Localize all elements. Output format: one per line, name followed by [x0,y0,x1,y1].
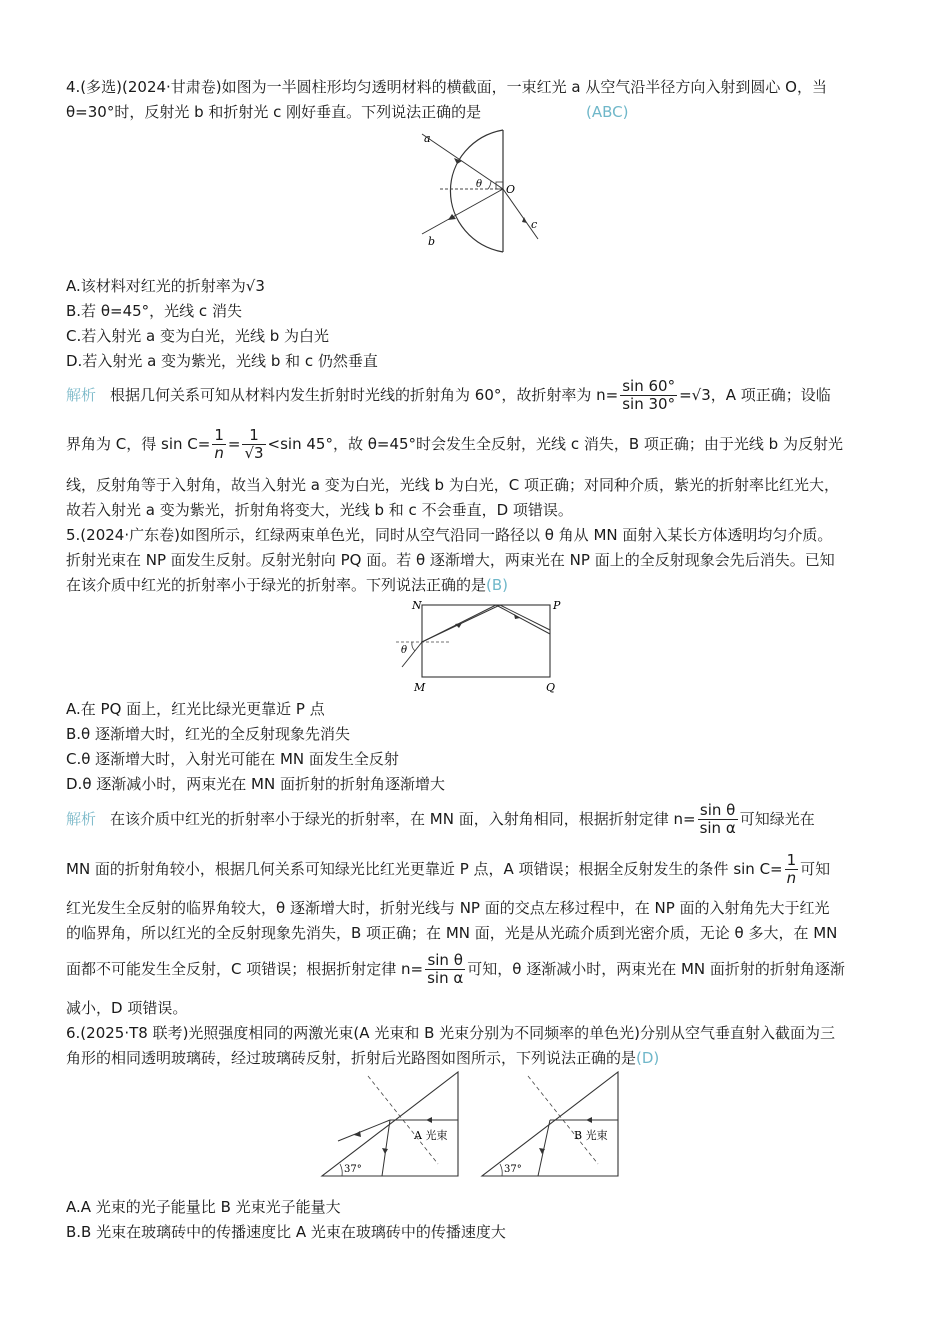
q5-analysis-line3: 红光发生全反射的临界角较大，θ 逐渐增大时，折射光线与 NP 面的交点左移过程中，在 NP 面的入射角先大于红光 [66,899,830,917]
q5-answer: (B) [486,576,509,594]
q6-stem-line1: 6.(2025·T8 联考)光照强度相同的两激光束(A 光束和 B 光束分别为不同频率的单色光)分别从空气垂直射入截面为三 [66,1024,835,1042]
q5-label-m: M [414,681,426,694]
q4-stem-line1: 4.(多选)(2024·甘肃卷)如图为一半圆柱形均匀透明材料的横截面，一束红光 a 从空气沿半径方向入射到圆心 O，当 [66,78,827,96]
q5-stem-line1: 5.(2024·广东卷)如图所示，红绿两束单色光，同时从空气沿同一路径以 θ 角从 MN 面射入某长方体透明均匀介质。 [66,526,833,544]
q6-left-angle-label: 37° [344,1164,362,1175]
q5-option-b: B.θ 逐渐增大时，红光的全反射现象先消失 [66,725,351,743]
q6-left-beam-label: A 光束 [414,1129,448,1142]
q5-option-d: D.θ 逐渐减小时，两束光在 MN 面折射的折射角逐渐增大 [66,775,445,793]
q4-option-d: D.若入射光 a 变为紫光，光线 b 和 c 仍然垂直 [66,352,378,370]
q6-right-angle-label: 37° [504,1164,522,1175]
q5-stem-line3: 在该介质中红光的折射率小于绿光的折射率。下列说法正确的是(B) [66,576,509,594]
q4-analysis-line4: 故若入射光 a 变为紫光，折射角将变大，光线 b 和 c 不会垂直，D 项错误。 [66,501,573,519]
q5-stem-line2: 折射光束在 NP 面发生反射。反射光射向 PQ 面。若 θ 逐渐增大，两束光在 NP 面上的全反射现象会先后消失。已知 [66,551,835,569]
q6-figure-left [318,1068,468,1180]
q4-option-c: C.若入射光 a 变为白光，光线 b 为白光 [66,327,330,345]
q5-option-c: C.θ 逐渐增大时，入射光可能在 MN 面发生全反射 [66,750,399,768]
q5-analysis-line1: 解析 在该介质中红光的折射率小于绿光的折射率，在 MN 面，入射角相同，根据折射定律 n= $\frac{\text{sin θ}}{\text{sin α}}$ 可知绿光在 [66,801,815,837]
q6-option-b: B.B 光束在玻璃砖中的传播速度比 A 光束在玻璃砖中的传播速度大 [66,1223,506,1241]
q5-label-theta: θ [401,645,408,656]
q5-label-q: Q [546,681,556,694]
q5-option-a: A.在 PQ 面上，红光比绿光更靠近 P 点 [66,700,325,718]
q4-label-c: c [531,218,538,231]
q4-figure [410,124,550,256]
q5-analysis-tag: 解析 [66,810,97,828]
q6-figure-right [478,1068,628,1180]
q5-label-n: N [412,599,422,612]
q5-analysis-line6: 减小，D 项错误。 [66,999,188,1017]
q4-stem-line2: θ=30°时，反射光 b 和折射光 c 刚好垂直。下列说法正确的是 (ABC) [66,103,629,121]
q6-stem-line2: 角形的相同透明玻璃砖，经过玻璃砖反射，折射后光路图如图所示，下列说法正确的是(D) [66,1049,660,1067]
q5-analysis-line4: 的临界角，所以红光的全反射现象先消失，B 项正确；在 MN 面，光是从光疏介质到光密介质，无论 θ 多大，在 MN [66,924,838,942]
q4-answer: (ABC) [585,103,629,121]
q4-label-o: O [506,183,516,196]
q6-option-a: A.A 光束的光子能量比 B 光束光子能量大 [66,1198,341,1216]
q4-option-a: A.该材料对红光的折射率为√3 [66,277,265,295]
q5-label-p: P [553,599,561,612]
q4-analysis-line3: 线，反射角等于入射角，故当入射光 a 变为白光，光线 b 为白光，C 项正确；对同种介质，紫光的折射率比红光大， [66,476,840,494]
q4-analysis-line2: 界角为 C，得 sin C= $\frac{1}{n}$ = $\frac{1}{√3}$ <sin 45°，故 θ=45°时会发生全反射，光线 c 消失，B 项正确；由于光线 b 为反射光 [66,426,843,462]
q4-label-a: a [424,132,431,145]
q4-analysis-tag: 解析 [66,386,97,404]
q6-right-beam-label: B 光束 [574,1129,608,1142]
q4-label-b: b [428,235,436,248]
q4-option-b: B.若 θ=45°，光线 c 消失 [66,302,242,320]
q4-label-theta: θ [476,179,483,190]
q4-analysis-line1: 解析 根据几何关系可知从材料内发生折射时光线的折射角为 60°，故折射率为 n= $\frac{\sin 60^\circ}{\sin 30^\circ}$ =√3，A 项正确；设临 [66,377,831,413]
q5-figure [390,595,570,695]
q5-analysis-line5: 面都不可能发生全反射，C 项错误；根据折射定律 n= $\frac{\text{sin θ}}{\text{sin α}}$ 可知，θ 逐渐减小时，两束光在 MN 面折射的折射角逐渐 [66,951,845,987]
q4-fraction: $\frac{\sin 60^\circ}{\sin 30^\circ}$ [622,377,676,413]
q6-answer: (D) [636,1049,660,1067]
q5-analysis-line2: MN 面的折射角较小，根据几何关系可知绿光比红光更靠近 P 点，A 项错误；根据全反射发生的条件 sin C= $\frac{1}{n}$ 可知 [66,851,831,887]
